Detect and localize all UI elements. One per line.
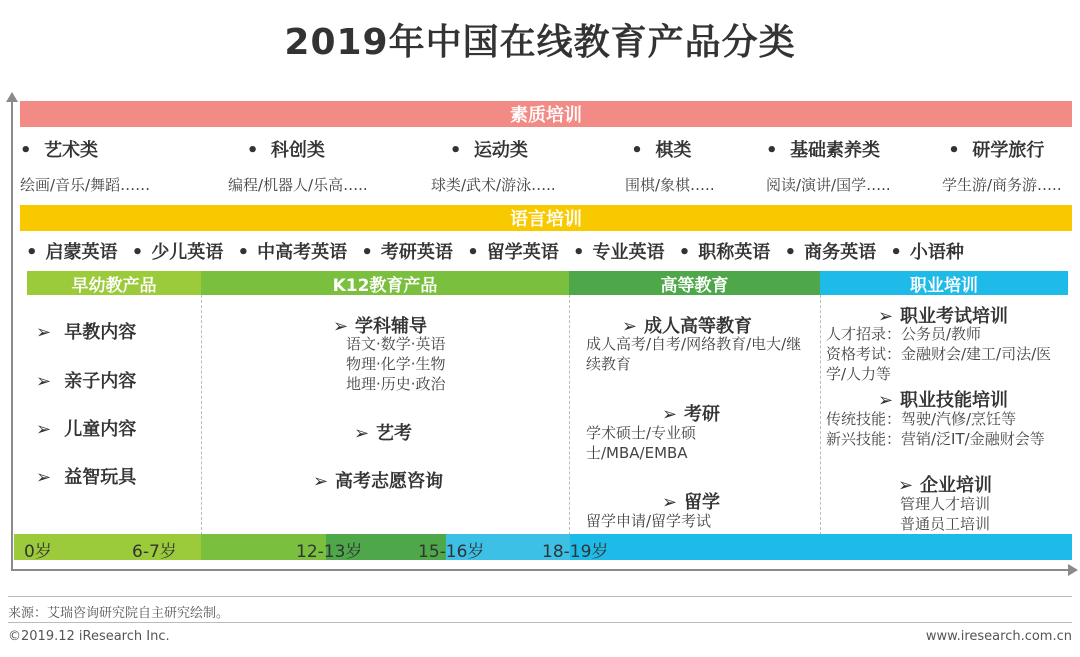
source-note: 来源：艾瑞咨询研究院自主研究绘制。 <box>8 606 230 621</box>
higher-adult-desc: 成人高考/自考/网络教育/电大/继续教育 <box>586 335 802 373</box>
voc-exam-lines <box>826 324 1070 384</box>
page-title: 2019年中国在线教育产品分类 <box>284 22 796 63</box>
chevron-right-icon: ➢ <box>333 316 349 337</box>
bullet-icon: • <box>131 242 144 263</box>
k12-subject-lines <box>346 334 446 394</box>
chevron-right-icon: ➢ <box>622 316 638 337</box>
lang-item: 留学英语 <box>486 242 559 263</box>
bullet-icon: • <box>361 242 373 263</box>
voc-line: 普通员工培训 <box>900 515 991 533</box>
stage-vocational-header: 职业培训 <box>820 271 1068 295</box>
bullet-icon: • <box>449 140 462 161</box>
category-study-tour <box>942 136 1062 195</box>
axis-arrow-up-icon <box>6 92 18 102</box>
category-tech <box>228 136 368 195</box>
chevron-right-icon: ➢ <box>36 419 52 440</box>
lang-item: 考研英语 <box>380 242 453 263</box>
lang-item: 职称英语 <box>698 242 771 263</box>
age-label: 0岁 <box>24 542 52 562</box>
suzhi-bar: 素质培训 <box>20 101 1072 127</box>
category-literacy <box>766 136 891 195</box>
stage-higher-header: 高等教育 <box>569 271 820 295</box>
subject-line: 物理·化学·生物 <box>346 355 446 373</box>
axis-arrow-right-icon <box>1068 564 1078 576</box>
chevron-right-icon: ➢ <box>662 492 678 513</box>
bullet-icon: • <box>20 140 32 161</box>
bullet-icon: • <box>237 242 250 263</box>
horizontal-axis <box>11 569 1071 571</box>
voc-line: 新兴技能：营销/泛IT/金融财会等 <box>826 430 1045 448</box>
early-item: ➢ 儿童内容 <box>36 419 137 440</box>
age-label: 6-7岁 <box>132 542 177 562</box>
subject-line: 地理·历史·政治 <box>346 375 446 393</box>
chevron-right-icon: ➢ <box>662 404 678 425</box>
voc-corp-lines <box>900 494 990 534</box>
higher-kaoyan-title: ➢ 考研 <box>662 404 720 425</box>
category-sub: 学生游/商务游….. <box>942 176 1062 194</box>
k12-gaokao: ➢ 高考志愿咨询 <box>313 471 443 492</box>
age-label: 15-16岁 <box>418 542 485 562</box>
category-title: 科创类 <box>270 140 325 161</box>
age-label: 18-19岁 <box>542 542 609 562</box>
voc-exam-title: ➢ 职业考试培训 <box>878 306 1008 327</box>
higher-adult-title: ➢ 成人高等教育 <box>622 316 752 337</box>
k12-art: ➢ 艺考 <box>354 423 412 444</box>
category-title: 研学旅行 <box>972 140 1045 161</box>
category-sub: 阅读/演讲/国学….. <box>766 176 891 194</box>
lang-item: 启蒙英语 <box>45 242 118 263</box>
voc-skill-title: ➢ 职业技能培训 <box>878 390 1008 411</box>
category-sub: 编程/机器人/乐高….. <box>228 176 368 194</box>
voc-line: 资格考试：金融财会/建工/司法/医学/人力等 <box>826 345 1052 383</box>
category-sub: 球类/武术/游泳….. <box>431 176 556 194</box>
age-segment <box>570 534 1072 560</box>
category-sub: 绘画/音乐/舞蹈…… <box>20 176 151 194</box>
website-link[interactable]: www.iresearch.com.cn <box>925 629 1072 644</box>
voc-line: 管理人才培训 <box>900 495 991 513</box>
lang-item: 专业英语 <box>592 242 665 263</box>
yuyan-bar: 语言培训 <box>20 205 1072 231</box>
early-item: ➢ 亲子内容 <box>36 371 137 392</box>
bullet-icon: • <box>467 242 479 263</box>
bullet-icon: • <box>26 242 38 263</box>
chevron-right-icon: ➢ <box>36 322 52 343</box>
bullet-icon: • <box>766 140 778 161</box>
lang-item: 少儿英语 <box>151 242 224 263</box>
footer-divider <box>8 596 1072 597</box>
voc-line: 人才招录：公务员/教师 <box>826 325 982 343</box>
chevron-right-icon: ➢ <box>36 371 52 392</box>
bullet-icon: • <box>784 242 797 263</box>
bullet-icon: • <box>948 140 960 161</box>
k12-subject-title: ➢ 学科辅导 <box>333 316 427 337</box>
early-item: ➢ 早教内容 <box>36 322 137 343</box>
voc-skill-lines <box>826 409 1070 449</box>
voc-line: 传统技能：驾驶/汽修/烹饪等 <box>826 410 1017 428</box>
lang-item: 小语种 <box>909 242 964 263</box>
footer-divider <box>8 622 1072 623</box>
higher-liuxue-desc: 留学申请/留学考试 <box>586 512 712 530</box>
vertical-axis <box>11 100 13 570</box>
column-divider <box>569 295 570 535</box>
category-sub: 围棋/象棋….. <box>625 176 715 194</box>
chevron-right-icon: ➢ <box>878 390 894 411</box>
category-art <box>20 136 150 195</box>
higher-kaoyan-desc: 学术硕士/专业硕士/MBA/EMBA <box>586 424 697 462</box>
category-title: 基础素养类 <box>790 140 881 161</box>
copyright: ©2019.12 iResearch Inc. <box>8 629 170 644</box>
age-label: 12-13岁 <box>296 542 363 562</box>
column-divider <box>820 295 821 535</box>
stage-k12-header: K12教育产品 <box>201 271 569 295</box>
category-title: 棋类 <box>655 140 692 161</box>
subject-line: 语文·数学·英语 <box>346 335 446 353</box>
chevron-right-icon: ➢ <box>878 306 894 327</box>
stage-early-header: 早幼教产品 <box>27 271 201 295</box>
bullet-icon: • <box>890 242 902 263</box>
chevron-right-icon: ➢ <box>354 423 370 444</box>
language-items <box>18 238 1080 264</box>
voc-corp-title: ➢ 企业培训 <box>898 475 992 496</box>
chevron-right-icon: ➢ <box>313 471 329 492</box>
chevron-right-icon: ➢ <box>36 467 52 488</box>
higher-liuxue-title: ➢ 留学 <box>662 492 720 513</box>
lang-item: 商务英语 <box>804 242 877 263</box>
suzhi-categories <box>20 136 1080 196</box>
category-sport <box>431 136 556 195</box>
early-item: ➢ 益智玩具 <box>36 467 137 488</box>
lang-item: 中高考英语 <box>257 242 348 263</box>
bullet-icon: • <box>678 242 691 263</box>
column-divider <box>201 295 202 535</box>
bullet-icon: • <box>631 140 643 161</box>
category-title: 运动类 <box>473 140 528 161</box>
category-chess <box>625 136 715 195</box>
bullet-icon: • <box>246 140 259 161</box>
bullet-icon: • <box>572 242 585 263</box>
category-title: 艺术类 <box>44 140 99 161</box>
chevron-right-icon: ➢ <box>898 475 914 496</box>
